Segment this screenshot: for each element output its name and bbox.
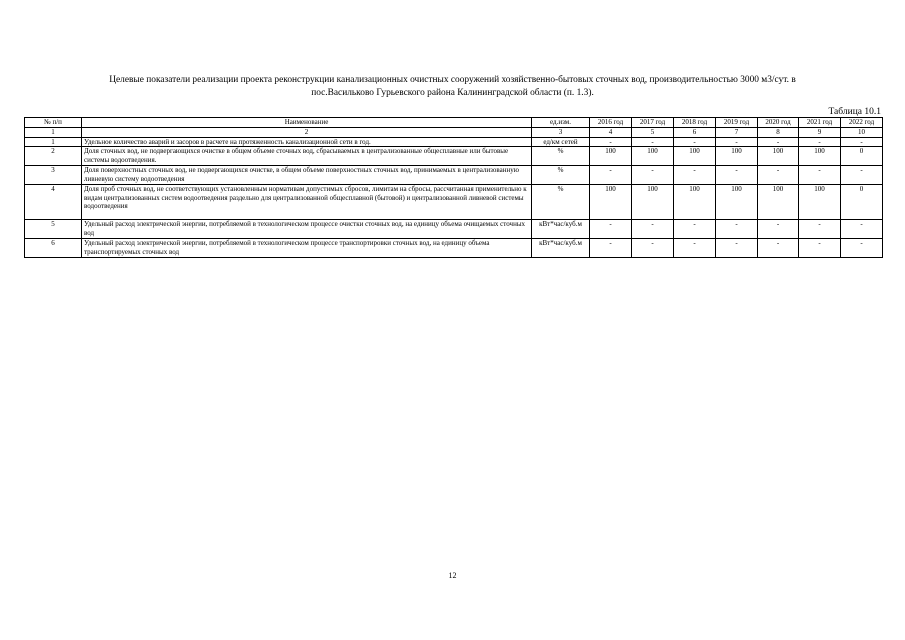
- table-label: Таблица 10.1: [828, 107, 881, 117]
- indicator-name: Удельное количество аварий и засоров в расчете на протяженность канализационной сети в год.: [82, 137, 532, 147]
- column-number-cell: 10: [841, 128, 883, 138]
- column-number-row: [25, 128, 883, 138]
- column-number-cell: 1: [25, 128, 82, 138]
- value-2021: -: [799, 220, 841, 239]
- value-2022: -: [841, 239, 883, 258]
- value-2018: -: [674, 166, 716, 185]
- indicator-name: Удельный расход электрической энергии, потребляемой в технологическом процессе очистки сточных вод, на единицу объема очищаемых сточных вод: [82, 220, 532, 239]
- value-2016: 100: [590, 185, 632, 220]
- value-2018: -: [674, 220, 716, 239]
- value-2016: -: [590, 137, 632, 147]
- value-2021: 100: [799, 185, 841, 220]
- value-2022: -: [841, 137, 883, 147]
- indicator-unit: кВт*час/куб.м: [532, 239, 590, 258]
- indicator-name: Доля поверхностных сточных вод, не подвергающихся очистке, в общем объеме поверхностных сточных вод, принимаемых в централизованную ливневую систему водоотведения: [82, 166, 532, 185]
- header-cell-2018: 2018 год: [674, 118, 716, 128]
- value-2018: 100: [674, 147, 716, 166]
- table-row: [25, 137, 883, 147]
- value-2020: -: [758, 137, 799, 147]
- column-number-cell: 9: [799, 128, 841, 138]
- value-2020: 100: [758, 185, 799, 220]
- value-2017: 100: [632, 185, 674, 220]
- value-2019: -: [716, 239, 758, 258]
- row-number: 6: [25, 239, 82, 258]
- indicator-unit: %: [532, 147, 590, 166]
- page-title: [40, 74, 865, 100]
- indicators-table: [24, 117, 883, 258]
- value-2022: 0: [841, 185, 883, 220]
- table-row: [25, 185, 883, 220]
- table-row: [25, 220, 883, 239]
- value-2017: 100: [632, 147, 674, 166]
- header-cell-2017: 2017 год: [632, 118, 674, 128]
- row-number: 1: [25, 137, 82, 147]
- header-cell-2020: 2020 год: [758, 118, 799, 128]
- header-cell-2021: 2021 год: [799, 118, 841, 128]
- value-2021: 100: [799, 147, 841, 166]
- value-2022: 0: [841, 147, 883, 166]
- value-2020: -: [758, 166, 799, 185]
- value-2017: -: [632, 166, 674, 185]
- header-cell-unit: ед.изм.: [532, 118, 590, 128]
- value-2019: 100: [716, 147, 758, 166]
- value-2022: -: [841, 166, 883, 185]
- header-cell-2016: 2016 год: [590, 118, 632, 128]
- column-number-cell: 8: [758, 128, 799, 138]
- column-number-cell: 3: [532, 128, 590, 138]
- value-2016: -: [590, 239, 632, 258]
- indicator-unit: ед/км сетей: [532, 137, 590, 147]
- value-2016: 100: [590, 147, 632, 166]
- row-number: 2: [25, 147, 82, 166]
- value-2017: -: [632, 220, 674, 239]
- value-2021: -: [799, 137, 841, 147]
- header-cell-num: № п/п: [25, 118, 82, 128]
- page-title-line-2: пос.Васильково Гурьевского района Калининградской области (п. 1.3).: [311, 88, 594, 98]
- row-number: 3: [25, 166, 82, 185]
- indicator-unit: %: [532, 185, 590, 220]
- value-2016: -: [590, 220, 632, 239]
- value-2020: -: [758, 239, 799, 258]
- column-number-cell: 6: [674, 128, 716, 138]
- indicator-unit: кВт*час/куб.м: [532, 220, 590, 239]
- page-number: 12: [448, 571, 457, 580]
- value-2019: 100: [716, 185, 758, 220]
- page-title-line-1: Целевые показатели реализации проекта реконструкции канализационных очистных сооружений хозяйственно-бытовых сточных вод, производительностью 3000 м3/сут. в: [109, 75, 796, 85]
- row-number: 5: [25, 220, 82, 239]
- value-2020: -: [758, 220, 799, 239]
- header-cell-2019: 2019 год: [716, 118, 758, 128]
- column-number-cell: 4: [590, 128, 632, 138]
- column-number-cell: 7: [716, 128, 758, 138]
- value-2018: -: [674, 239, 716, 258]
- value-2020: 100: [758, 147, 799, 166]
- header-row: [25, 118, 883, 128]
- indicator-name: Удельный расход электрической энергии, потребляемой в технологическом процессе транспортировки сточных вод, на единицу объема транспортируемых сточных вод: [82, 239, 532, 258]
- table-row: [25, 166, 883, 185]
- value-2018: -: [674, 137, 716, 147]
- header-cell-name: Наименование: [82, 118, 532, 128]
- value-2017: -: [632, 239, 674, 258]
- value-2019: -: [716, 137, 758, 147]
- value-2019: -: [716, 166, 758, 185]
- column-number-cell: 2: [82, 128, 532, 138]
- indicator-name: Доля сточных вод, не подвергающихся очистке в общем объеме сточных вод, сбрасываемых в централизованные общесплавные или бытовые системы водоотведения.: [82, 147, 532, 166]
- table-row: [25, 147, 883, 166]
- row-number: 4: [25, 185, 82, 220]
- value-2016: -: [590, 166, 632, 185]
- header-cell-2022: 2022 год: [841, 118, 883, 128]
- indicator-name: Доля проб сточных вод, не соответствующих установленным нормативам допустимых сбросов, лимитам на сбросы, рассчитанная применительно к видам централизованных систем водоотведения раздельно для централизованной общесплавной (бытовой) и централизованной ливневой системы водоотведения: [82, 185, 532, 220]
- value-2021: -: [799, 166, 841, 185]
- table-row: [25, 239, 883, 258]
- value-2021: -: [799, 239, 841, 258]
- value-2019: -: [716, 220, 758, 239]
- value-2017: -: [632, 137, 674, 147]
- value-2018: 100: [674, 185, 716, 220]
- value-2022: -: [841, 220, 883, 239]
- indicator-unit: %: [532, 166, 590, 185]
- column-number-cell: 5: [632, 128, 674, 138]
